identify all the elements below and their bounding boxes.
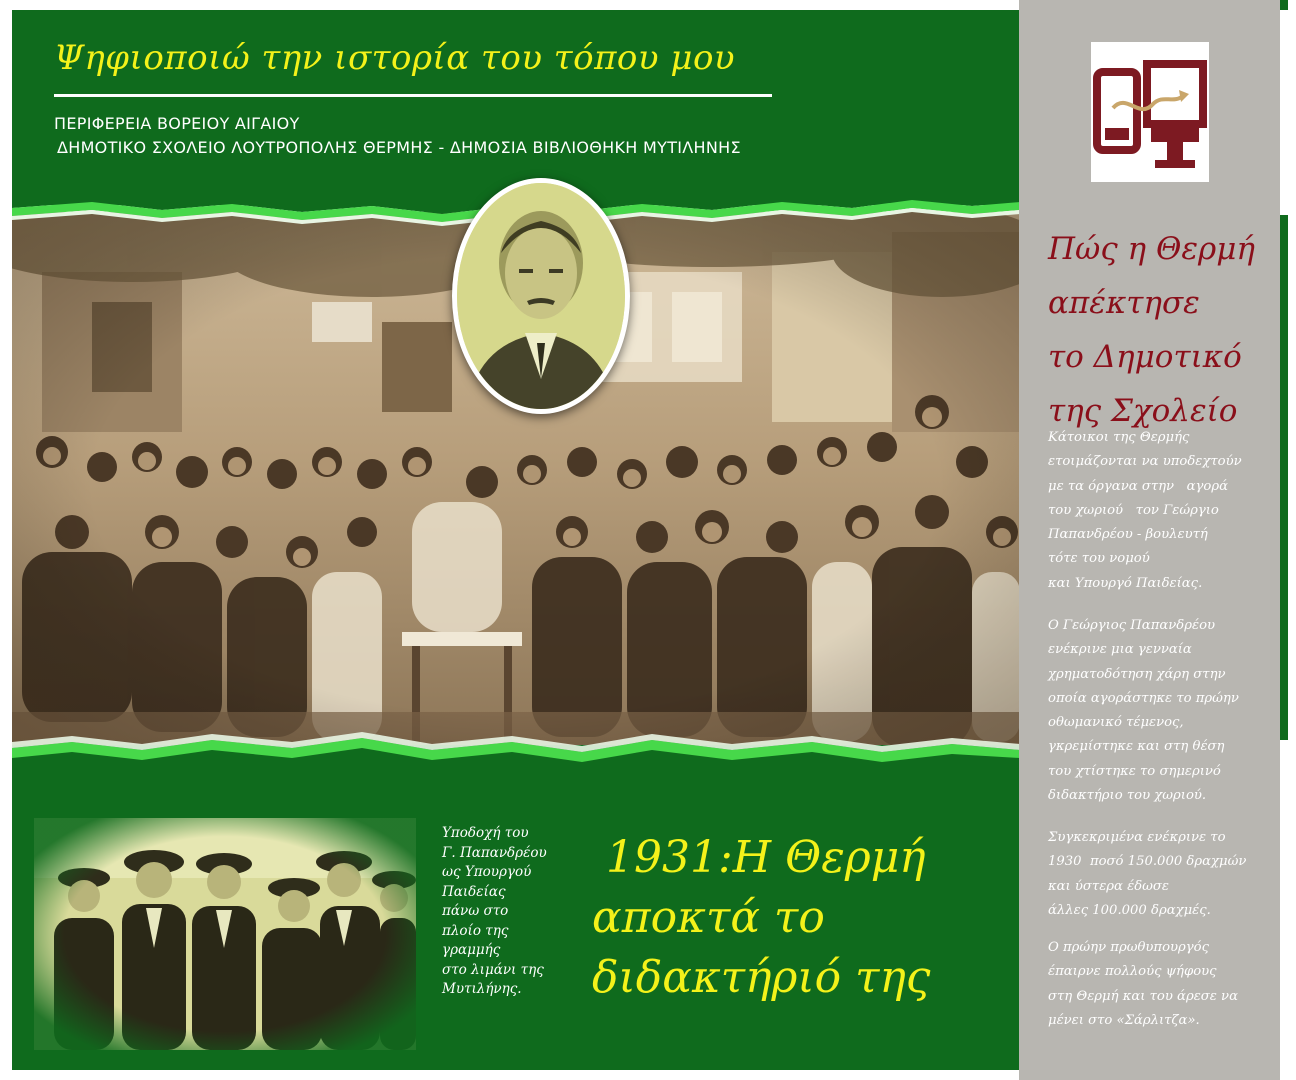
paragraph-line: του χτίστηκε το σημερινό: [1048, 763, 1221, 779]
torn-edge-bottom: [12, 728, 1020, 772]
paragraph-line: και ύστερα έδωσε: [1048, 878, 1170, 894]
school-library-label: ΔΗΜΟΤΙΚΟ ΣΧΟΛΕΙΟ ΛΟΥΤΡΟΠΟΛΗΣ ΘΕΡΜΗΣ - ΔΗΜΟΣΙΑ ΒΙΒΛΙΟΘΗΚΗ ΜΥΤΙΛΗΝΗΣ: [57, 138, 741, 157]
paragraph-line: οθωμανικό τέμενος,: [1048, 715, 1184, 731]
photo-caption: [442, 824, 572, 1000]
caption-line: Παιδείας: [442, 883, 506, 900]
paragraph-line: διδακτήριο του χωριού.: [1048, 788, 1207, 804]
logo-panel: [1091, 42, 1209, 182]
paragraph-line: με τα όργανα στην αγορά: [1048, 478, 1229, 494]
caption-line: πάνω στο: [442, 903, 509, 919]
headline-line: 1931:Η Θερμή: [592, 832, 926, 883]
paragraph-line: στη Θερμή και του άρεσε να: [1048, 988, 1238, 1004]
sidebar-edge: [1280, 215, 1288, 740]
paragraph-line: μένει στο «Σάρλιτζα».: [1048, 1012, 1200, 1028]
paragraph-line: Ο Γεώργιος Παπανδρέου: [1048, 618, 1216, 633]
region-label: ΠΕΡΙΦΕΡΕΙΑ ΒΟΡΕΙΟΥ ΑΙΓΑΙΟΥ: [54, 114, 300, 133]
paragraph-line: έπαιρνε πολλούς ψήφους: [1048, 964, 1217, 980]
paragraph-line: άλλες 100.000 δραχμές.: [1048, 902, 1211, 918]
sidebar-title-line: Πώς η Θερμή: [1048, 231, 1255, 267]
header-banner: [12, 10, 1020, 205]
caption-line: γραμμής: [442, 942, 501, 958]
sidebar-paragraph-1: [1048, 426, 1274, 596]
sidebar-paragraph-4: [1048, 936, 1274, 1033]
sidebar-paragraph-2: [1048, 614, 1274, 808]
paragraph-line: Ο πρώην πρωθυπουργός: [1048, 940, 1209, 955]
poster-title: Ψηφιοποιώ την ιστορία του τόπου μου: [54, 38, 736, 78]
caption-line: πλοίο της: [442, 922, 509, 939]
headline: [592, 828, 1012, 1008]
paragraph-line: ενέκρινε μια γενναία: [1048, 642, 1192, 658]
paragraph-line: χρηματοδότηση χάρη στην: [1048, 666, 1226, 682]
paragraph-line: τότε του νομού: [1048, 551, 1150, 567]
ship-reception-photo: [34, 818, 416, 1050]
caption-line: ως Υπουργού: [442, 864, 532, 880]
paragraph-line: Συγκεκριμένα ενέκρινε το: [1048, 830, 1226, 845]
paragraph-line: 1930 ποσό 150.000 δραχμών: [1048, 854, 1247, 870]
sidebar-edge: [1280, 0, 1288, 10]
sidebar-title-line: της Σχολείο: [1048, 393, 1238, 429]
digital-device-logo-icon: [1091, 42, 1209, 182]
sidebar-paragraph-3: [1048, 826, 1274, 923]
paragraph-line: και Υπουργό Παιδείας.: [1048, 575, 1203, 591]
headline-line: αποκτά το: [592, 892, 825, 943]
paragraph-line: του χωριού τον Γεώργιο: [1048, 502, 1219, 518]
paragraph-line: ετοιμάζονται να υποδεχτούν: [1048, 454, 1242, 470]
caption-line: στο λιμάνι της: [442, 961, 544, 978]
sidebar-title-line: το Δημοτικό: [1048, 339, 1242, 375]
paragraph-line: οποία αγοράστηκε το πρώην: [1048, 690, 1239, 706]
caption-line: Υποδοχή του: [442, 825, 529, 841]
sidebar-title-line: απέκτησε: [1048, 285, 1200, 321]
caption-line: Γ. Παπανδρέου: [442, 844, 547, 861]
caption-line: Μυτιλήνης.: [442, 981, 522, 997]
paragraph-line: Κάτοικοι της Θερμής: [1048, 430, 1190, 445]
headline-line: διδακτήριό της: [592, 952, 931, 1003]
title-underline: [54, 94, 772, 97]
paragraph-line: Παπανδρέου - βουλευτή: [1048, 527, 1208, 543]
paragraph-line: γκρεμίστηκε και στη θέση: [1048, 739, 1225, 755]
portrait-photo: [452, 178, 630, 414]
sidebar-title: [1048, 222, 1274, 438]
